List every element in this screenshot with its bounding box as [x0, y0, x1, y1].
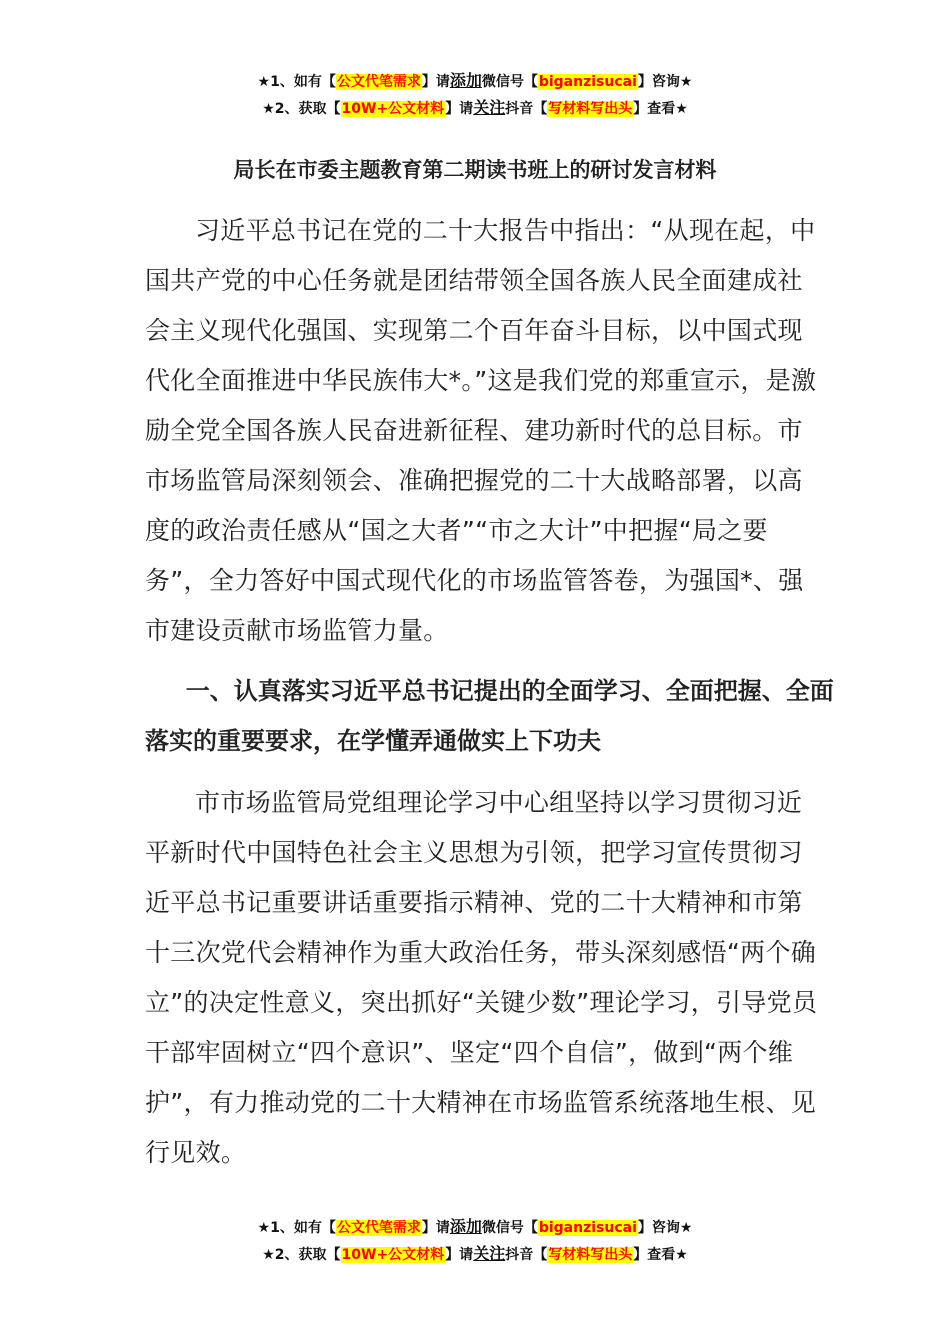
- paragraph-section-1: 市市场监管局党组理论学习中心组坚持以学习贯彻习近平新时代中国特色社会主义思想为引领，把学习宣传贯彻习近平总书记重要讲话重要指示精神、党的二十大精神和市第十三次党代会精神作为重大政治任务，带头深刻感悟“两个确立”的决定性意义，突出抓好“关键少数”理论学习，引导党员干部牢固树立“四个意识”、坚定“四个自信”，做到“两个维护”，有力推动党的二十大精神在市场监管系统落地生根、见行见效。: [145, 788, 818, 1167]
- banner-text: 】查看★: [633, 1247, 688, 1263]
- highlight-wechat-id: biganzisucai: [538, 1220, 637, 1236]
- banner-text: 】请: [421, 1220, 450, 1236]
- banner-text: ★2、获取【: [262, 1247, 341, 1263]
- banner-line-1: [0, 1214, 950, 1241]
- banner-text: 抖音【: [505, 1247, 548, 1263]
- banner-text: 抖音【: [505, 101, 548, 117]
- highlight-douyin-account: 写材料写出头: [548, 1247, 633, 1263]
- highlight-douyin-account: 写材料写出头: [548, 101, 633, 117]
- banner-text: ★2、获取【: [262, 101, 341, 117]
- banner-text: 】咨询★: [637, 74, 693, 90]
- paragraph-intro: 习近平总书记在党的二十大报告中指出：“从现在起，中国共产党的中心任务就是团结带领全国各族人民全面建成社会主义现代化强国、实现第二个百年奋斗目标，以中国式现代化全面推进中华民族伟大*。”这是我们党的郑重宣示，是激励全党全国各族人民奋进新征程、建功新时代的总目标。市市场监管局深刻领会、准确把握党的二十大战略部署，以高度的政治责任感从“国之大者”“市之大计”中把握“局之要务”，全力答好中国式现代化的市场监管答卷，为强国*、强市建设贡献市场监管力量。: [145, 216, 817, 645]
- section-heading-1: 一、认真落实习近平总书记提出的全面学习、全面把握、全面落实的重要要求，在学懂弄通做实上下功夫: [145, 677, 834, 755]
- document-title: 局长在市委主题教育第二期读书班上的研讨发言材料: [233, 158, 717, 182]
- emphasis-follow: 关注: [473, 98, 506, 117]
- highlight-ghostwriting: 公文代笔需求: [336, 1220, 421, 1236]
- bottom-ad-banner: [0, 1214, 950, 1268]
- banner-text: ★1、如有【: [257, 1220, 336, 1236]
- banner-text: ★1、如有【: [257, 74, 336, 90]
- highlight-materials: 10W+公文材料: [341, 101, 445, 117]
- highlight-ghostwriting: 公文代笔需求: [336, 74, 421, 90]
- emphasis-follow: 关注: [473, 1244, 506, 1263]
- banner-line-2: [0, 95, 950, 122]
- banner-text: 微信号【: [481, 1220, 538, 1236]
- emphasis-add: 添加: [449, 1217, 482, 1236]
- top-ad-banner: [0, 68, 950, 122]
- banner-text: 】请: [445, 101, 474, 117]
- banner-text: 】查看★: [633, 101, 688, 117]
- banner-text: 】请: [421, 74, 450, 90]
- banner-line-2: [0, 1241, 950, 1268]
- banner-text: 微信号【: [481, 74, 538, 90]
- emphasis-add: 添加: [449, 71, 482, 90]
- banner-text: 】咨询★: [637, 1220, 693, 1236]
- banner-text: 】请: [445, 1247, 474, 1263]
- banner-line-1: [0, 68, 950, 95]
- highlight-wechat-id: biganzisucai: [538, 74, 637, 90]
- highlight-materials: 10W+公文材料: [341, 1247, 445, 1263]
